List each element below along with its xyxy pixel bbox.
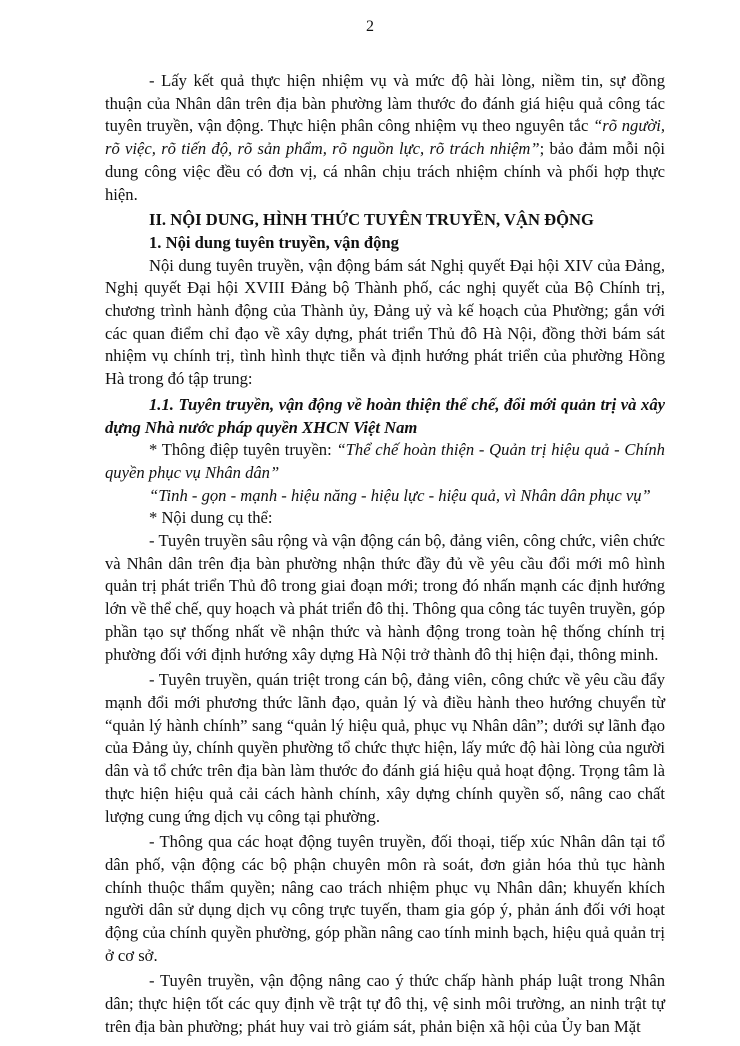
document-body	[105, 70, 665, 1042]
bullet-paragraph: - Thông qua các hoạt động tuyên truyền, đối thoại, tiếp xúc Nhân dân tại tổ dân phố, vận động các bộ phận chuyên môn rà soát, đơn giản hóa thủ tục hành chính thuộc thẩm quyền; nâng cao trách nhiệm phục vụ Nhân dân; khuyến khích người dân sử dụng dịch vụ công trực tuyến, tham gia góp ý, phản ánh đối với hoạt động của chính quyền phường, góp phần nâng cao tính minh bạch, hiệu quả quản trị ở cơ sở.	[105, 832, 665, 965]
paragraph-evaluation-criteria	[105, 70, 665, 206]
paragraph-text: ; bảo đảm mỗi nội dung công việc đều có đơn vị, cá nhân chịu trách nhiệm chính và phối hợp thực hiện.	[105, 139, 665, 204]
bullet-paragraph: - Tuyên truyền, vận động nâng cao ý thức chấp hành pháp luật trong Nhân dân; thực hiện tốt các quy định về trật tự đô thị, vệ sinh môi trường, an ninh trật tự trên địa bàn phường; phát huy vai trò giám sát, phản biện xã hội của Ủy ban Mặt	[105, 971, 665, 1036]
detail-label: * Nội dung cụ thể:	[149, 508, 273, 528]
subsection-heading: 1. Nội dung tuyên truyền, vận động	[149, 232, 399, 252]
message-paragraph	[105, 439, 665, 484]
section-heading: II. NỘI DUNG, HÌNH THỨC TUYÊN TRUYỀN, VẬN ĐỘNG	[149, 210, 594, 230]
page-number: 2	[366, 18, 374, 35]
message-quote: “Thể chế hoàn thiện - Quản trị hiệu quả - Chính quyền phục vụ Nhân dân”	[105, 440, 665, 482]
paragraph-text: - Lấy kết quả thực hiện nhiệm vụ và mức độ hài lòng, niềm tin, sự đồng thuận của Nhân dân trên địa bàn phường làm thước đo đánh giá hiệu quả công tác tuyên truyền, vận động. Thực hiện phân công nhiệm vụ theo nguyên tắc	[105, 71, 665, 136]
paragraph-content-overview: Nội dung tuyên truyền, vận động bám sát Nghị quyết Đại hội XIV của Đảng, Nghị quyết Đại hội XVIII Đảng bộ Thành phố, các nghị quyết của Bộ Chính trị, chương trình hành động của Thành ủy, Đảng uỷ và kế hoạch của Phường; gắn với các quan điểm chỉ đạo về xây dựng, phát triển Thủ đô Hà Nội, đồng thời bám sát nhiệm vụ chính trị, tình hình thực tiễn và định hướng phát triển của phường Hồng Hà trong đó tập trung:	[105, 255, 665, 389]
bullet-paragraph: - Tuyên truyền, quán triệt trong cán bộ, đảng viên, công chức về yêu cầu đẩy mạnh đổi mới phương thức lãnh đạo, quản lý và điều hành theo hướng chuyển từ “quản lý hành chính” sang “quản lý hiệu quả, phục vụ Nhân dân”; dưới sự lãnh đạo của Đảng ủy, chính quyền phường tổ chức thực hiện, lấy mức độ hài lòng của người dân và tổ chức trên địa bàn làm thước đo đánh giá hiệu quả hoạt động. Trọng tâm là thực hiện hiệu quả cải cách hành chính, xây dựng chính quyền số, nâng cao chất lượng cung ứng dịch vụ công tại phường.	[105, 670, 665, 826]
message-label: * Thông điệp tuyên truyền:	[149, 440, 337, 460]
bullet-paragraph: - Tuyên truyền sâu rộng và vận động cán bộ, đảng viên, công chức, viên chức và Nhân dân trên địa bàn phường nhận thức đầy đủ về yêu cầu đổi mới mô hình quản trị phát triển Thủ đô trong giai đoạn mới; trong đó nhấn mạnh các định hướng lớn về thể chế, quy hoạch và phát triển đô thị. Thông qua công tác tuyên truyền, góp phần tạo sự thống nhất về nhận thức và hành động trong toàn hệ thống chính trị phường đối với định hướng xây dựng Hà Nội trở thành đô thị hiện đại, thông minh.	[105, 531, 665, 664]
principle-quote: “rõ người, rõ việc, rõ tiến độ, rõ sản phẩm, rõ nguồn lực, rõ trách nhiệm”	[105, 116, 665, 159]
subsubsection-heading: 1.1. Tuyên truyền, vận động về hoàn thiện thể chế, đổi mới quản trị và xây dựng Nhà nước pháp quyền XHCN Việt Nam	[105, 394, 665, 437]
message-quote-2: “Tinh - gọn - mạnh - hiệu năng - hiệu lực - hiệu quả, vì Nhân dân phục vụ”	[149, 485, 651, 505]
